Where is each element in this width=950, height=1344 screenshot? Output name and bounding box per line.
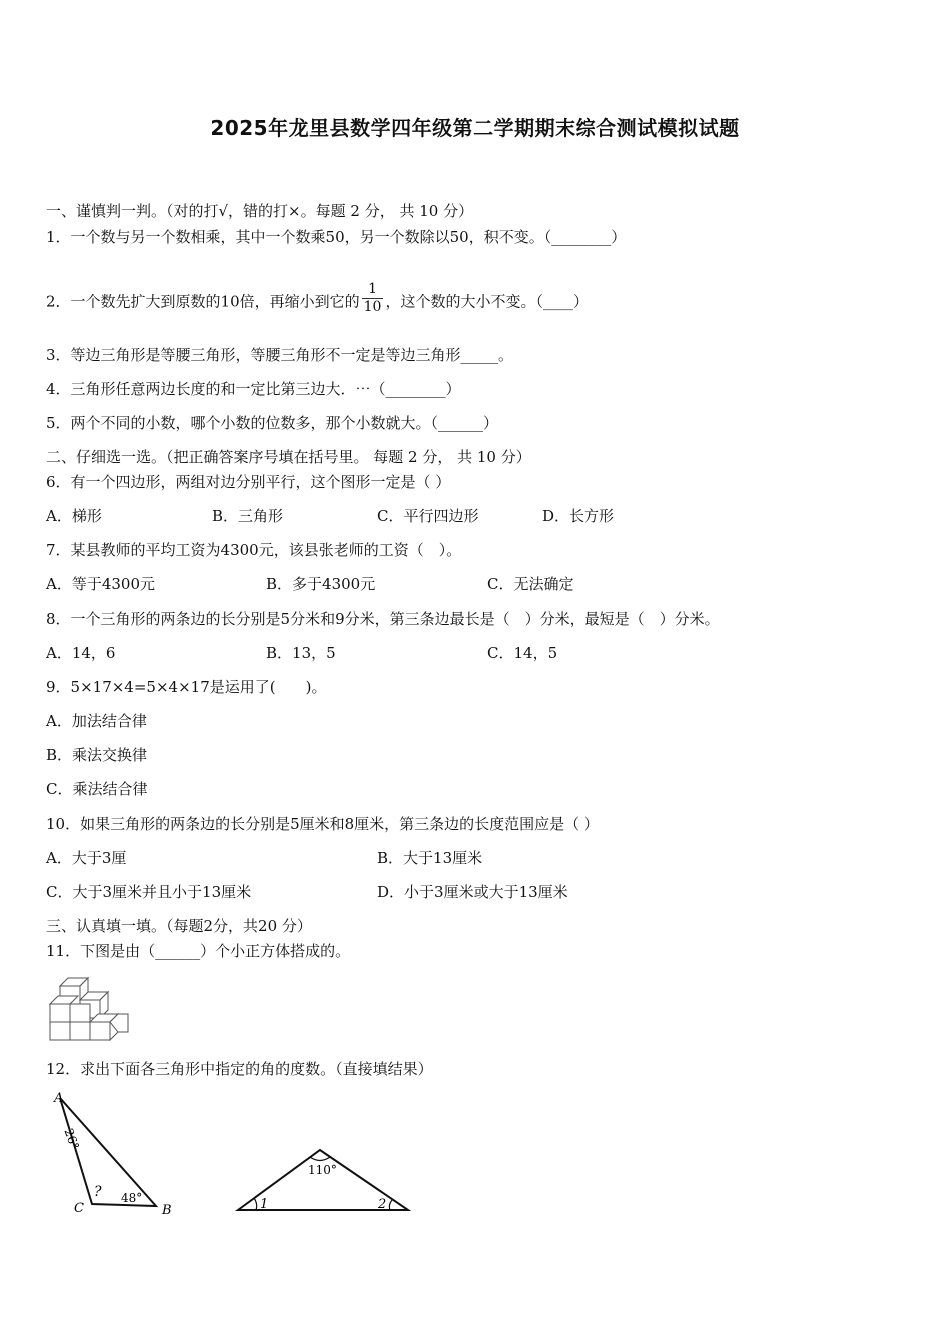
fraction-denominator: 10 (363, 299, 382, 315)
question-9-option-a: A．加法结合律 (46, 712, 147, 730)
angle-1-label: 1 (260, 1197, 269, 1212)
angle-2-label: 2 (378, 1197, 387, 1212)
question-3: 3．等边三角形是等腰三角形，等腰三角形不一定是等边三角形_____。 (46, 346, 514, 364)
question-10-option-d: D．小于3厘米或大于13厘米 (377, 883, 568, 901)
vertex-a-label: A (54, 1091, 64, 1106)
question-9: 9．5×17×4=5×4×17是运用了( )。 (46, 678, 327, 696)
question-7: 7．某县教师的平均工资为4300元，该县张老师的工资（ ）。 (46, 541, 462, 559)
question-7-option-b: B．多于4300元 (266, 575, 376, 593)
angle-a-label: 26° (61, 1126, 82, 1152)
question-6-option-b: B．三角形 (212, 507, 284, 525)
angle-b-label: 48° (121, 1191, 143, 1205)
question-7-option-a: A．等于4300元 (46, 575, 156, 593)
question-9-option-c: C．乘法结合律 (46, 780, 148, 798)
question-8: 8．一个三角形的两条边的长分别是5分米和9分米，第三条边最长是（ ）分米，最短是（ ）分米。 (46, 610, 720, 628)
question-1: 1．一个数与另一个数相乘，其中一个数乘50，另一个数除以50，积不变。（________） (46, 228, 627, 246)
question-12: 12．求出下面各三角形中指定的角的度数。（直接填结果） (46, 1060, 433, 1078)
question-6-option-d: D．长方形 (542, 507, 615, 525)
question-2-text-before: 2．一个数先扩大到原数的10倍，再缩小到它的 (46, 292, 360, 311)
question-8-option-c: C．14，5 (487, 644, 558, 662)
unknown-angle-c-label: ? (94, 1184, 102, 1200)
cube-stack-figure (46, 972, 134, 1044)
section-1-heading: 一、谨慎判一判。（对的打√，错的打×。每题 2 分， 共 10 分） (46, 202, 474, 220)
question-4: 4．三角形任意两边长度的和一定比第三边大．⋯（________） (46, 380, 461, 398)
question-8-option-b: B．13，5 (266, 644, 336, 662)
question-10-option-a: A．大于3厘 (46, 849, 127, 867)
section-2-heading: 二、仔细选一选。（把正确答案序号填在括号里。 每题 2 分， 共 10 分） (46, 448, 531, 466)
triangle-abc-outline (60, 1098, 156, 1206)
question-10: 10．如果三角形的两条边的长分别是5厘米和8厘米，第三条边的长度范围应是（ ） (46, 815, 599, 833)
fraction-numerator: 1 (362, 281, 384, 299)
vertex-c-label: C (74, 1201, 84, 1216)
obtuse-triangle-figure (232, 1142, 416, 1222)
question-11: 11．下图是由（______）个小正方体搭成的。 (46, 942, 351, 960)
question-5: 5．两个不同的小数，哪个小数的位数多，那个小数就大。（______） (46, 414, 499, 432)
section-3-heading: 三、认真填一填。（每题2分，共20 分） (46, 917, 312, 935)
triangle-abc-figure (46, 1088, 186, 1222)
question-9-option-b: B．乘法交换律 (46, 746, 148, 764)
page-title: 2025年龙里县数学四年级第二学期期末综合测试模拟试题 (210, 116, 740, 140)
question-6-option-c: C．平行四边形 (377, 507, 479, 525)
question-10-option-c: C．大于3厘米并且小于13厘米 (46, 883, 252, 901)
question-8-option-a: A．14，6 (46, 644, 116, 662)
top-angle-label: 110° (308, 1163, 337, 1177)
question-6: 6．有一个四边形，两组对边分别平行，这个图形一定是（ ） (46, 473, 451, 491)
vertex-b-label: B (162, 1203, 172, 1218)
fraction-one-tenth (362, 281, 384, 316)
question-2-text-after: ，这个数的大小不变。（____） (385, 292, 588, 311)
question-6-option-a: A．梯形 (46, 507, 102, 525)
question-7-option-c: C．无法确定 (487, 575, 574, 593)
question-10-option-b: B．大于13厘米 (377, 849, 483, 867)
question-2 (46, 281, 588, 320)
